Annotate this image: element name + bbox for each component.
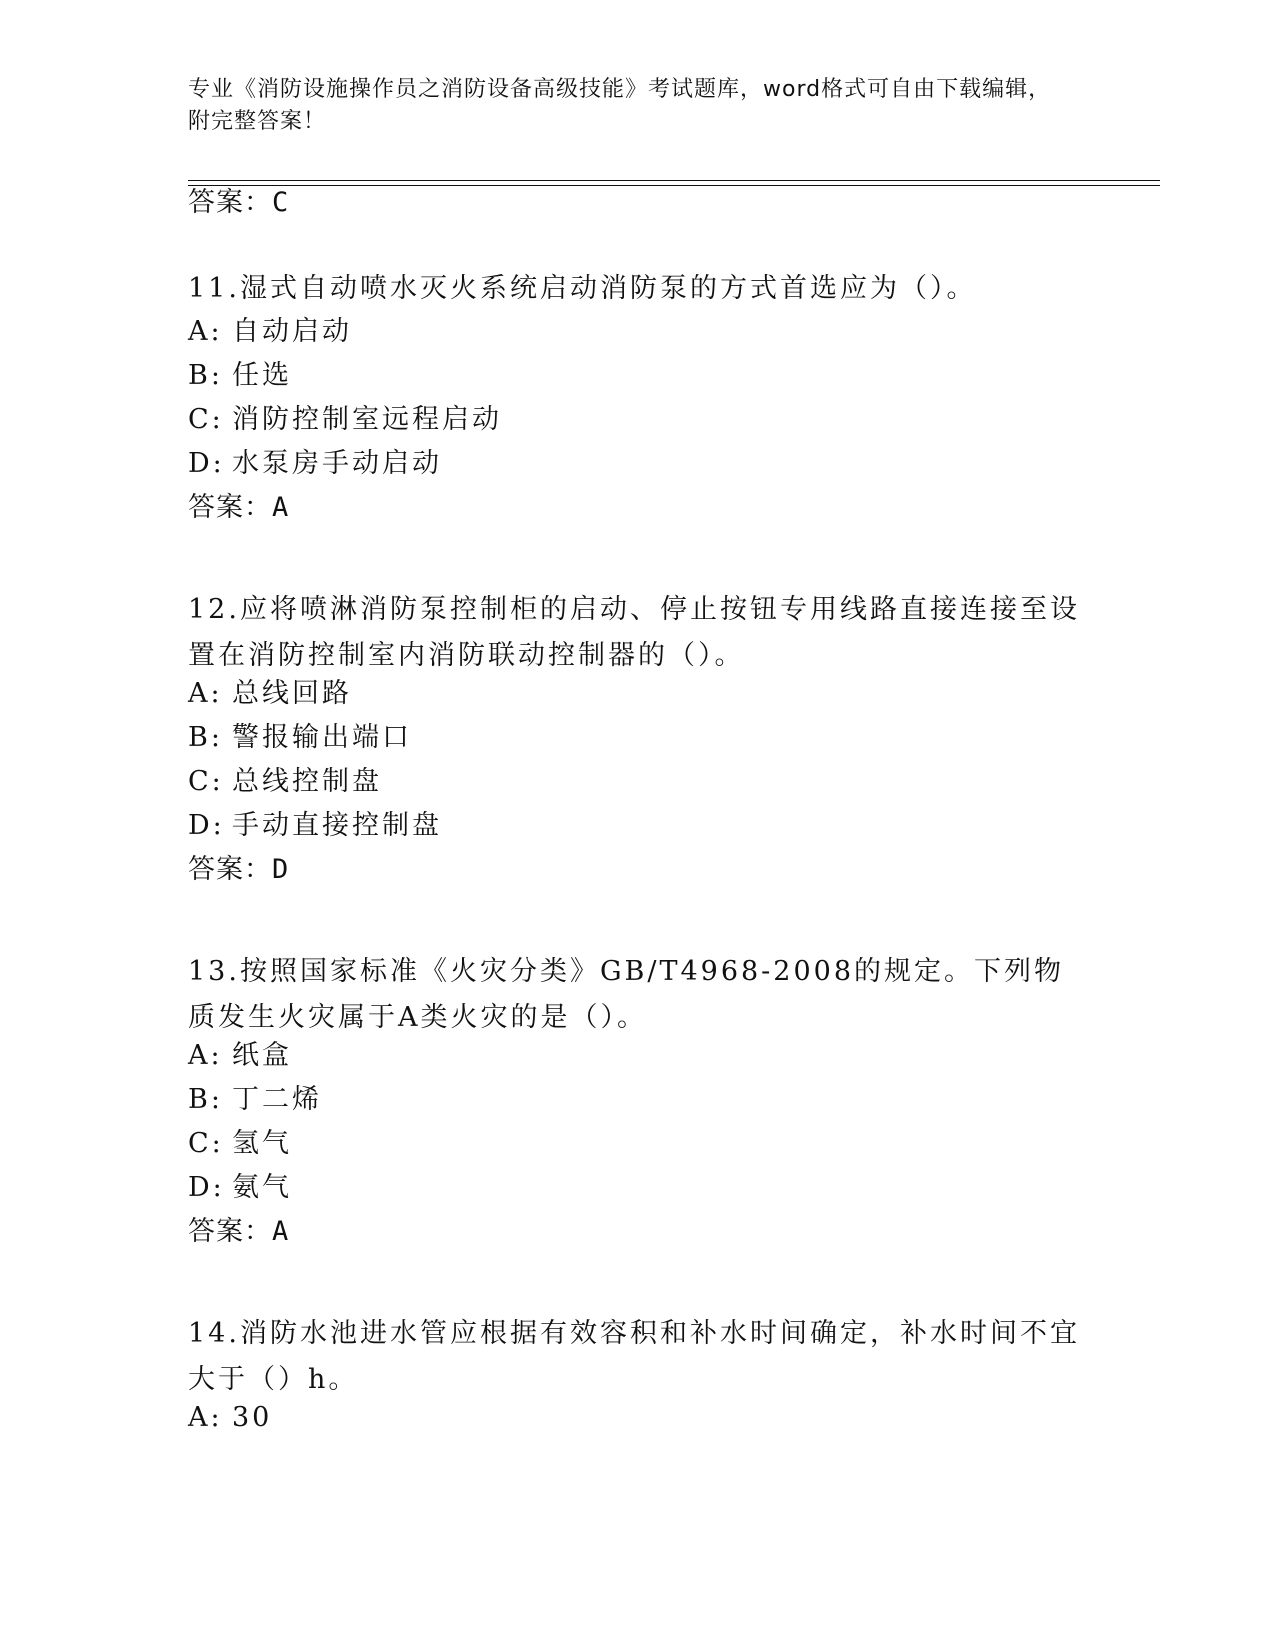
option-key: D:: [188, 448, 225, 479]
answer-label: 答案：: [188, 187, 272, 218]
option-text: 手动直接控制盘: [232, 810, 442, 841]
option-text: 警报输出端口: [232, 722, 412, 753]
header-divider-bottom: [188, 185, 1160, 186]
question-13-stem: [188, 949, 1088, 1041]
question-number: 14.: [188, 1318, 240, 1349]
question-12-option-a: [188, 676, 352, 712]
question-text: 湿式自动喷水灭火系统启动消防泵的方式首选应为（）。: [239, 273, 977, 304]
option-text: 30: [232, 1402, 273, 1433]
option-key: B:: [188, 722, 223, 753]
question-number: 12.: [188, 594, 240, 625]
header-text: 专业《消防设施操作员之消防设备高级技能》考试题库，word格式可自由下载编辑，附完整答案！: [188, 77, 1052, 134]
option-text: 纸盒: [232, 1040, 292, 1071]
answer-value: D: [272, 854, 290, 885]
option-text: 自动启动: [232, 316, 352, 347]
option-text: 消防控制室远程启动: [232, 404, 502, 435]
option-text: 氢气: [232, 1128, 292, 1159]
option-key: A:: [188, 1402, 223, 1433]
question-11-option-d: [188, 446, 442, 482]
option-text: 氨气: [232, 1172, 292, 1203]
question-13-option-d: [188, 1170, 292, 1206]
option-text: 水泵房手动启动: [232, 448, 442, 479]
answer-label: 答案：: [188, 1216, 272, 1247]
question-12-answer: [188, 852, 289, 888]
question-number: 13.: [188, 956, 240, 987]
option-text: 丁二烯: [232, 1084, 322, 1115]
option-text: 总线控制盘: [232, 766, 382, 797]
option-key: B:: [188, 360, 223, 391]
answer-value: C: [272, 187, 290, 218]
question-13-option-b: [188, 1082, 322, 1118]
option-key: A:: [188, 316, 223, 347]
question-14-stem: [188, 1311, 1088, 1403]
option-text: 任选: [232, 360, 292, 391]
question-12-option-c: [188, 764, 382, 800]
option-key: C:: [188, 404, 224, 435]
question-11-option-a: [188, 314, 352, 350]
question-text: 消防水池进水管应根据有效容积和补水时间确定，补水时间不宜大于（）h。: [188, 1318, 1080, 1395]
option-key: A:: [188, 678, 223, 709]
question-11-answer: [188, 490, 289, 526]
question-12-option-d: [188, 808, 442, 844]
option-key: D:: [188, 810, 225, 841]
option-key: B:: [188, 1084, 223, 1115]
option-key: C:: [188, 1128, 224, 1159]
question-12-stem: [188, 587, 1088, 679]
question-13-answer: [188, 1214, 289, 1250]
answer-label: 答案：: [188, 854, 272, 885]
option-key: A:: [188, 1040, 223, 1071]
question-13-option-c: [188, 1126, 292, 1162]
option-key: D:: [188, 1172, 225, 1203]
question-14-option-a: [188, 1400, 272, 1436]
question-13-option-a: [188, 1038, 292, 1074]
answer-value: A: [272, 1216, 290, 1247]
header-divider-top: [188, 180, 1160, 181]
question-11-option-b: [188, 358, 292, 394]
question-number: 11.: [188, 273, 240, 304]
question-11-option-c: [188, 402, 502, 438]
answer-value: A: [272, 492, 290, 523]
document-header: [188, 74, 1068, 138]
question-text: 按照国家标准《火灾分类》GB/T4968-2008的规定。下列物质发生火灾属于A类火灾的是（）。: [188, 956, 1065, 1033]
question-text: 应将喷淋消防泵控制柜的启动、停止按钮专用线路直接连接至设置在消防控制室内消防联动控制器的（）。: [188, 594, 1080, 671]
previous-answer: [188, 185, 289, 221]
option-text: 总线回路: [232, 678, 352, 709]
option-key: C:: [188, 766, 224, 797]
question-11-stem: [188, 266, 1088, 312]
question-12-option-b: [188, 720, 412, 756]
answer-label: 答案：: [188, 492, 272, 523]
